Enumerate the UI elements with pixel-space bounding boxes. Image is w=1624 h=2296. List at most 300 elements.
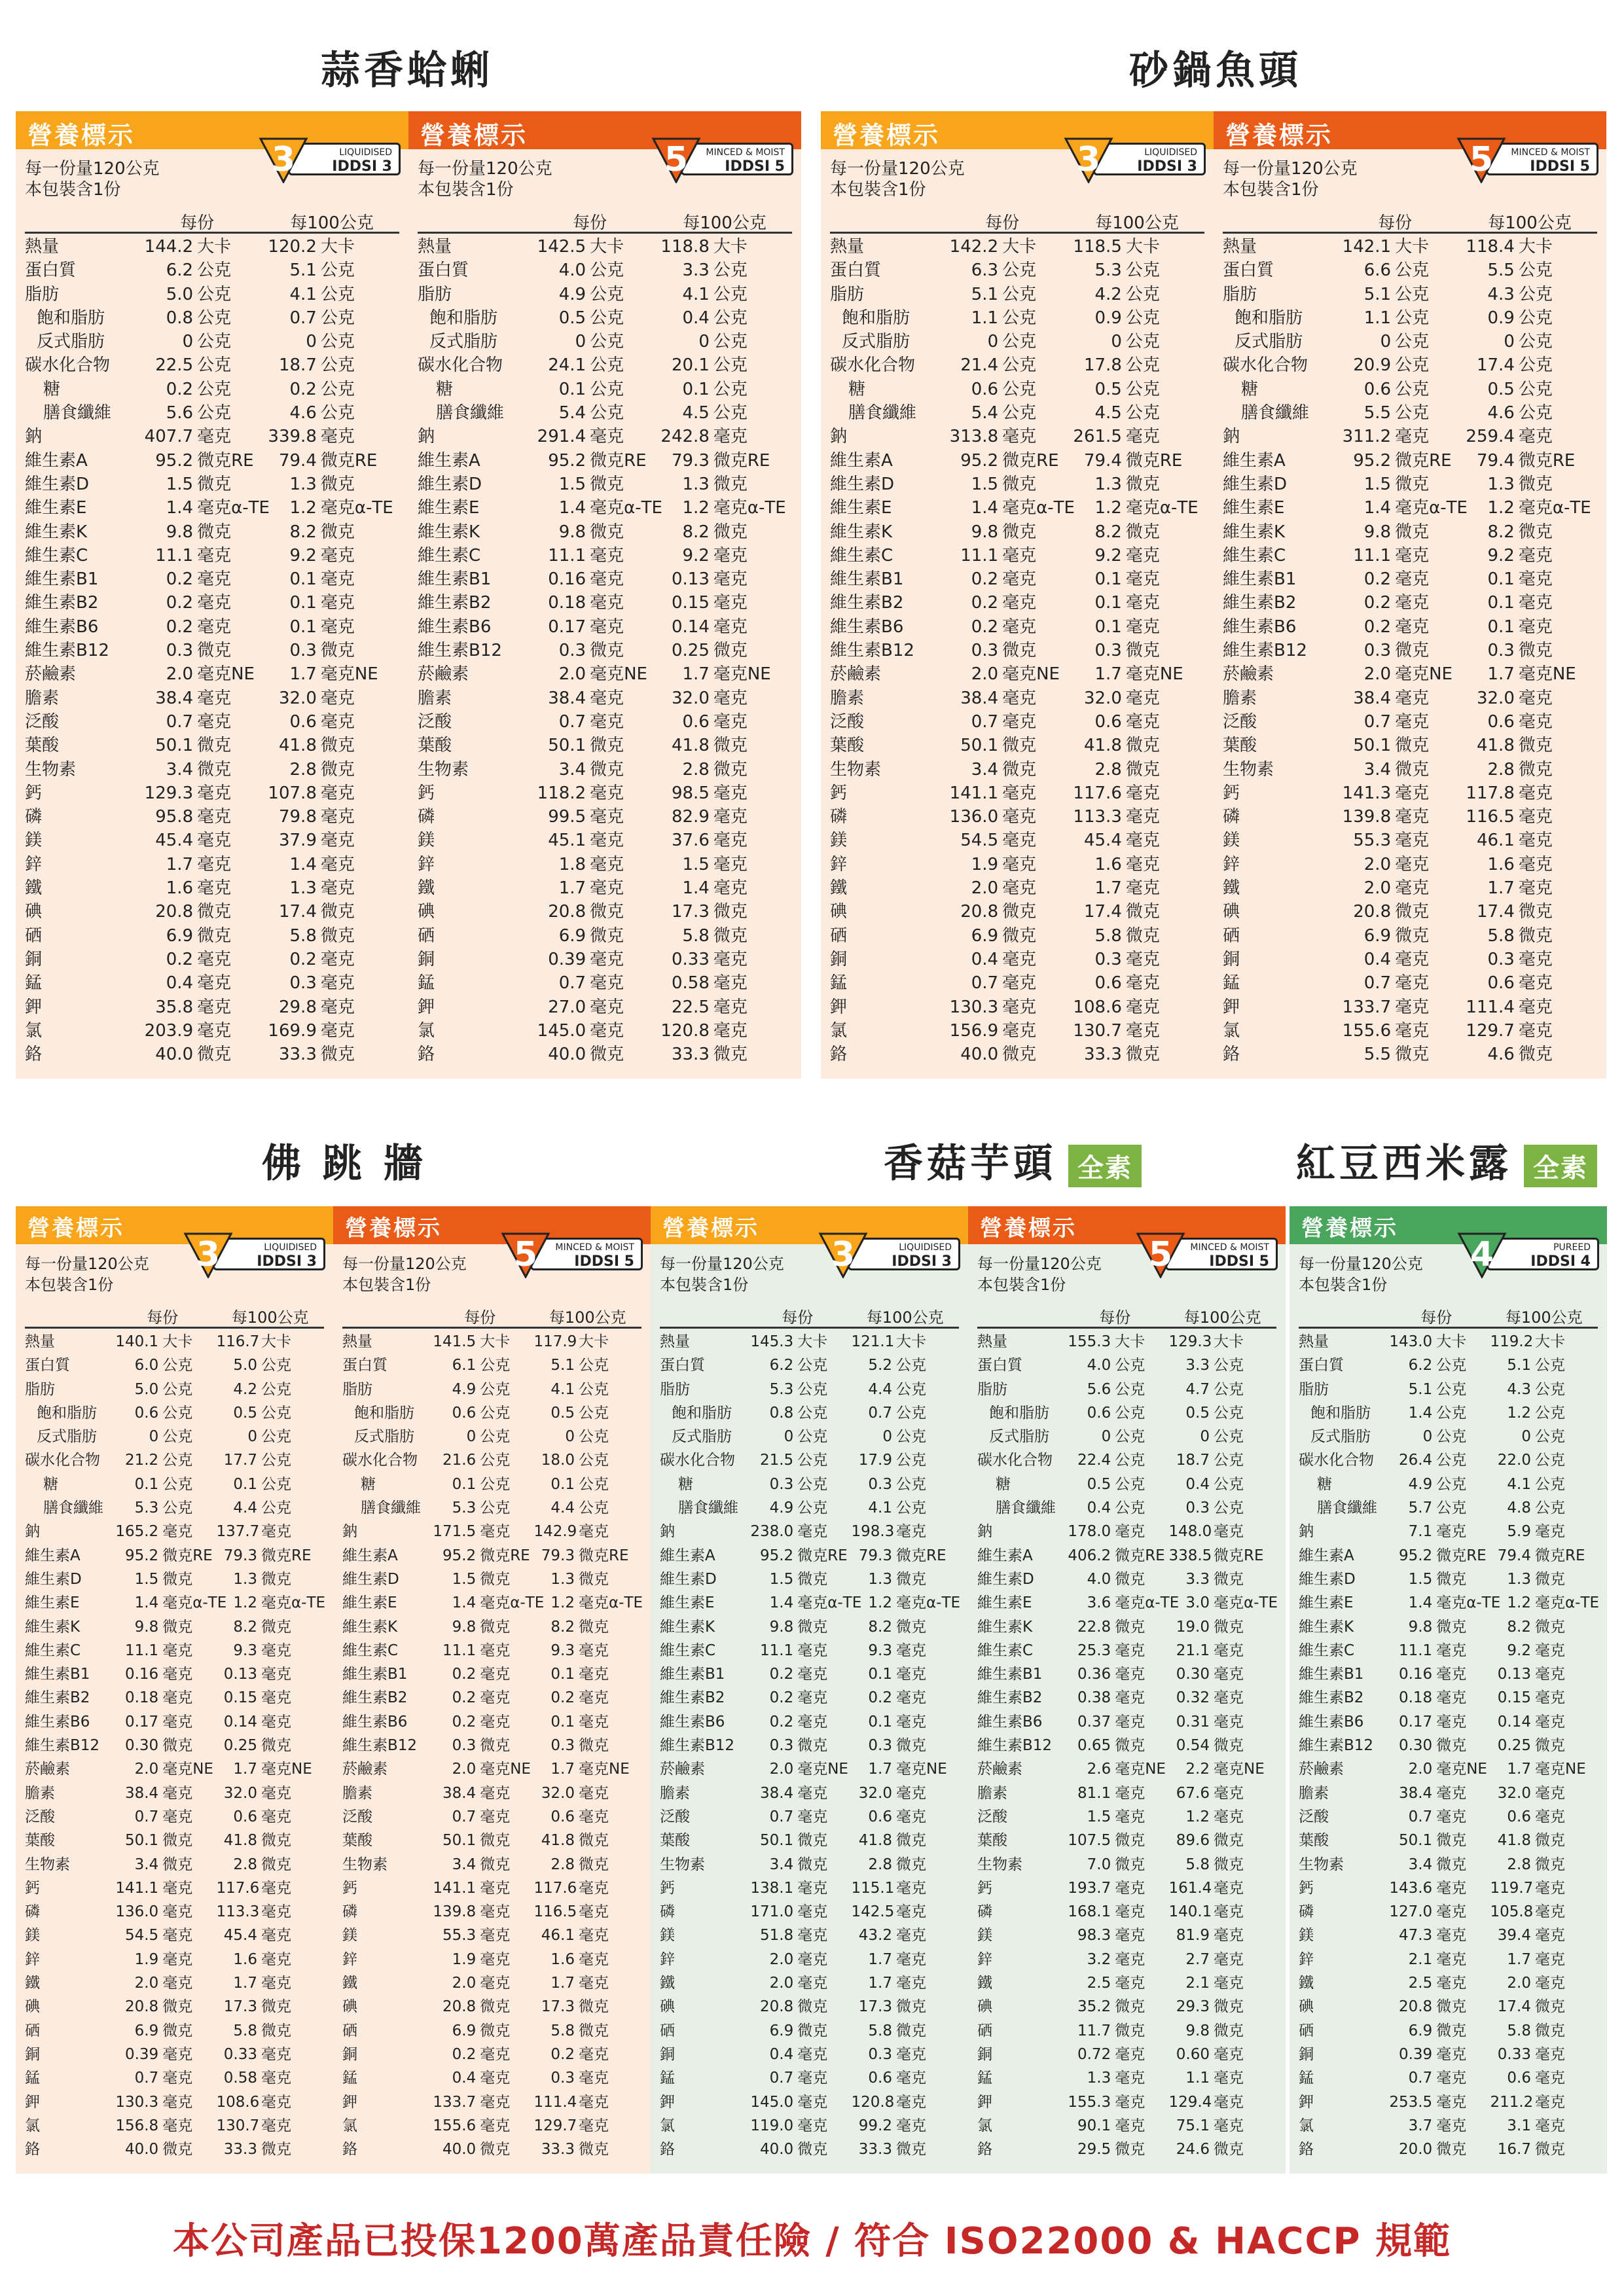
- unit-per-serving: 毫克: [797, 1641, 828, 1659]
- value-per-serving: 3.7: [1408, 2117, 1433, 2134]
- nutrient-name: 糖: [996, 1475, 1011, 1493]
- unit-per-serving: 微克RE: [197, 450, 254, 471]
- unit-per-serving: 微克: [197, 736, 232, 756]
- value-per-serving: 95.2: [759, 1547, 794, 1564]
- value-per-100g: 2.8: [682, 759, 710, 780]
- value-per-serving: 45.1: [548, 831, 586, 851]
- nutrient-row: [1299, 2043, 1598, 2066]
- nutrient-name: 維生素K: [977, 1618, 1033, 1636]
- col-blank: [1223, 209, 1327, 230]
- unit-per-100g: 微克: [320, 474, 355, 494]
- value-per-100g: 1.2: [289, 498, 317, 518]
- value-per-100g: 79.3: [858, 1547, 892, 1564]
- value-per-serving: 6.9: [166, 925, 194, 946]
- value-per-100g: 79.4: [1497, 1547, 1531, 1564]
- unit-per-100g: 公克: [713, 284, 748, 304]
- value-per-100g: 2.8: [233, 1856, 257, 1873]
- nutrient-name: 糖: [1241, 379, 1259, 399]
- unit-per-serving: 大卡: [480, 1333, 511, 1350]
- iddsi-level: IDDSI 3: [332, 158, 392, 175]
- nutrient-name: 維生素B6: [418, 617, 492, 637]
- unit-per-serving: 微克RE: [162, 1547, 213, 1564]
- nutrient-name: 維生素D: [1299, 1570, 1356, 1588]
- nutrient-name: 膳食纖維: [848, 403, 917, 423]
- unit-per-100g: 毫克: [713, 1020, 748, 1041]
- value-per-100g: 118.5: [1073, 237, 1122, 257]
- unit-per-serving: 毫克: [590, 831, 624, 851]
- nutrient-name: 膳食纖維: [1241, 403, 1310, 423]
- unit-per-serving: 微克RE: [1002, 450, 1059, 471]
- col-per-100g: 每100公克: [1183, 1308, 1261, 1327]
- unit-per-100g: 毫克: [713, 545, 748, 565]
- value-per-100g: 0.54: [1176, 1737, 1210, 1755]
- iddsi-level: IDDSI 4: [1530, 1253, 1591, 1270]
- value-per-100g: 2.8: [1487, 759, 1515, 780]
- value-per-serving: 130.3: [949, 997, 999, 1017]
- nutrient-row: [660, 1734, 959, 1757]
- unit-per-serving: 毫克: [590, 1020, 624, 1041]
- unit-per-serving: 毫克: [1115, 1975, 1146, 1992]
- value-per-serving: 20.8: [1353, 902, 1392, 922]
- unit-per-100g: 微克: [261, 1570, 291, 1588]
- unit-per-100g: 毫克: [1125, 427, 1160, 447]
- nutrient-name: 菸鹼素: [1299, 1761, 1344, 1778]
- value-per-serving: 2.0: [1408, 1761, 1433, 1778]
- unit-per-serving: 毫克: [480, 1879, 511, 1897]
- value-per-100g: 117.6: [1073, 783, 1122, 803]
- nutrient-name: 鋅: [342, 1950, 357, 1968]
- nutrient-name: 飽和脂肪: [429, 308, 498, 328]
- unit-per-serving: 毫克: [480, 1975, 511, 1992]
- nutrient-name: 鉻: [25, 2141, 40, 2159]
- unit-per-serving: 微克: [797, 1856, 828, 1873]
- unit-per-100g: 微克RE: [1518, 450, 1576, 471]
- iddsi-desc: MINCED & MOIST: [706, 147, 785, 158]
- value-per-100g: 33.3: [1083, 1045, 1122, 1065]
- unit-per-100g: 大卡: [1125, 237, 1160, 257]
- value-per-serving: 2.6: [1087, 1761, 1111, 1778]
- value-per-serving: 35.2: [1077, 1998, 1111, 2016]
- nutrient-name: 碳水化合物: [660, 1452, 735, 1469]
- nutrient-row: [418, 449, 792, 473]
- nutrient-row: [660, 1591, 959, 1615]
- nutrition-panel: [1290, 1206, 1607, 2174]
- unit-per-serving: 公克: [162, 1404, 193, 1422]
- nutrient-row: [25, 283, 399, 306]
- nutrient-name: 菸鹼素: [342, 1761, 388, 1778]
- nutrition-panel: [16, 1206, 333, 2174]
- value-per-100g: 1.3: [868, 1570, 892, 1588]
- unit-per-100g: 公克: [1518, 379, 1553, 399]
- unit-per-serving: 毫克: [1436, 1975, 1467, 1992]
- value-per-serving: 0.2: [769, 1689, 794, 1707]
- nutrient-row: [342, 1782, 641, 1805]
- unit-per-serving: 毫克: [162, 1689, 193, 1707]
- unit-per-100g: 毫克: [1518, 711, 1553, 732]
- nutrient-row: [1299, 1995, 1598, 2018]
- nutrient-row: [25, 353, 399, 377]
- value-per-serving: 25.3: [1077, 1641, 1111, 1659]
- nutrient-row: [660, 1378, 959, 1401]
- value-per-serving: 0.6: [1087, 1404, 1111, 1422]
- nutrient-name: 鋅: [25, 854, 43, 874]
- unit-per-serving: 公克: [1395, 260, 1430, 281]
- value-per-serving: 38.4: [548, 688, 586, 708]
- unit-per-serving: 毫克α-TE: [480, 1594, 545, 1612]
- product-title-p2: 砂鍋魚頭: [1129, 48, 1302, 94]
- unit-per-serving: 毫克: [480, 1784, 511, 1802]
- nutrient-name: 維生素B2: [342, 1689, 408, 1707]
- value-per-100g: 3.3: [1185, 1357, 1210, 1374]
- unit-per-serving: 毫克: [1436, 1523, 1467, 1541]
- iddsi-level: IDDSI 5: [574, 1253, 634, 1270]
- unit-per-serving: 公克: [197, 403, 232, 423]
- unit-per-100g: 毫克: [1214, 2093, 1244, 2111]
- value-per-100g: 0.58: [671, 973, 710, 994]
- iddsi-number-icon: [183, 1232, 234, 1278]
- value-per-100g: 5.5: [1487, 260, 1515, 281]
- nutrient-name: 錳: [1223, 973, 1240, 994]
- value-per-serving: 0.4: [166, 973, 194, 994]
- value-per-100g: 9.2: [682, 545, 710, 565]
- col-per-100g: 每100公克: [290, 213, 374, 233]
- unit-per-100g: 毫克: [1125, 807, 1160, 827]
- value-per-serving: 141.1: [115, 1879, 159, 1897]
- nutrient-row: [25, 401, 399, 425]
- nutrient-name: 維生素B1: [25, 569, 99, 590]
- value-per-serving: 20.8: [1398, 1998, 1433, 2016]
- value-per-serving: 7.1: [1408, 1523, 1433, 1541]
- unit-per-serving: 毫克: [590, 545, 624, 565]
- unit-per-serving: 毫克: [797, 1713, 828, 1731]
- nutrient-row: [1223, 853, 1597, 876]
- value-per-serving: 95.2: [960, 450, 999, 471]
- nutrient-name: 脂肪: [1299, 1380, 1329, 1398]
- panel-header-label: 營養標示: [1301, 1215, 1398, 1242]
- unit-per-serving: 公克: [480, 1475, 511, 1493]
- value-per-100g: 89.6: [1176, 1832, 1210, 1850]
- value-per-serving: 0.6: [134, 1404, 159, 1422]
- nutrient-name: 維生素K: [1223, 522, 1286, 542]
- value-per-100g: 137.7: [216, 1523, 260, 1541]
- value-per-serving: 0.1: [558, 379, 586, 399]
- value-per-serving: 3.4: [971, 759, 999, 780]
- nutrient-row: [1223, 544, 1597, 567]
- value-per-serving: 1.5: [971, 474, 999, 494]
- nutrient-name: 硒: [25, 2022, 40, 2039]
- value-per-serving: 0.7: [1408, 2070, 1433, 2087]
- nutrient-row: [25, 1496, 324, 1520]
- unit-per-100g: 毫克: [1214, 1903, 1244, 1921]
- column-header: [1223, 209, 1597, 234]
- unit-per-serving: 公克: [1002, 332, 1037, 352]
- unit-per-serving: 毫克: [1002, 807, 1037, 827]
- nutrient-name: 膽素: [830, 688, 865, 708]
- pack-count: 本包裝含1份: [830, 180, 926, 200]
- value-per-serving: 7.0: [1087, 1856, 1111, 1873]
- nutrient-row: [418, 615, 792, 639]
- value-per-100g: 0: [1111, 332, 1122, 352]
- unit-per-serving: 毫克: [162, 1641, 193, 1659]
- unit-per-100g: 公克: [896, 1475, 926, 1493]
- nutrient-row: [830, 449, 1204, 473]
- unit-per-100g: 公克: [1214, 1475, 1244, 1493]
- unit-per-serving: 毫克: [797, 1523, 828, 1541]
- pack-count: 本包裝含1份: [1299, 1276, 1388, 1294]
- serving-size: 每一份量120公克: [25, 159, 160, 179]
- value-per-serving: 20.8: [155, 902, 194, 922]
- unit-per-serving: 毫克: [480, 1523, 511, 1541]
- unit-per-serving: 微克: [590, 1045, 624, 1065]
- value-per-serving: 0.7: [558, 711, 586, 732]
- nutrient-row: [830, 781, 1204, 805]
- nutrient-name: 維生素B12: [342, 1737, 418, 1755]
- value-per-serving: 1.4: [769, 1594, 794, 1612]
- panel-header-label: 營養標示: [420, 121, 528, 150]
- unit-per-100g: 毫克: [261, 1975, 291, 1992]
- unit-per-serving: 公克: [1436, 1428, 1467, 1446]
- unit-per-100g: 微克: [896, 1618, 926, 1636]
- nutrient-name: 熱量: [977, 1333, 1007, 1350]
- col-per-serving: 每份: [147, 1308, 179, 1327]
- nutrient-name: 碘: [1223, 902, 1240, 922]
- unit-per-serving: 微克: [162, 1737, 193, 1755]
- value-per-serving: 2.0: [769, 1950, 794, 1968]
- unit-per-serving: 毫克: [1395, 854, 1430, 874]
- nutrient-name: 鈣: [977, 1879, 992, 1897]
- unit-per-100g: 公克: [1535, 1380, 1565, 1398]
- value-per-serving: 0.16: [548, 569, 586, 590]
- nutrient-name: 維生素B6: [1299, 1713, 1364, 1731]
- value-per-serving: 253.5: [1389, 2093, 1433, 2111]
- unit-per-100g: 毫克: [320, 878, 355, 899]
- value-per-100g: 1.7: [233, 1761, 257, 1778]
- nutrient-name: 鋅: [418, 854, 435, 874]
- nutrient-row: [830, 1019, 1204, 1043]
- unit-per-100g: 毫克: [320, 593, 355, 613]
- unit-per-serving: 毫克: [197, 949, 232, 969]
- unit-per-serving: 毫克: [1395, 688, 1430, 708]
- group-p4: [651, 1206, 1286, 2174]
- unit-per-100g: 公克: [1518, 403, 1553, 423]
- nutrient-name: 鈉: [1223, 427, 1240, 447]
- value-per-100g: 1.6: [1487, 854, 1515, 874]
- unit-per-100g: 公克: [1214, 1452, 1244, 1469]
- nutrient-name: 鉀: [977, 2093, 992, 2111]
- unit-per-100g: 毫克: [896, 2045, 926, 2063]
- unit-per-100g: 微克: [579, 1832, 609, 1850]
- value-per-100g: 0.14: [1497, 1713, 1531, 1731]
- nutrient-name: 銅: [25, 949, 43, 969]
- value-per-serving: 20.9: [1353, 355, 1392, 376]
- nutrient-row: [342, 1473, 641, 1496]
- value-per-100g: 1.7: [1094, 664, 1122, 685]
- nutrient-row: [418, 996, 792, 1019]
- nutrient-row: [830, 378, 1204, 401]
- nutrient-row: [342, 2043, 641, 2066]
- unit-per-serving: 公克: [480, 1357, 511, 1374]
- value-per-100g: 339.8: [268, 427, 317, 447]
- unit-per-100g: 微克: [713, 925, 748, 946]
- value-per-100g: 108.6: [1073, 997, 1122, 1017]
- unit-per-100g: 大卡: [1535, 1333, 1565, 1350]
- nutrient-name: 鈣: [660, 1879, 675, 1897]
- nutrient-row: [25, 687, 399, 710]
- value-per-serving: 193.7: [1068, 1879, 1111, 1897]
- unit-per-100g: 毫克: [1535, 1903, 1565, 1921]
- unit-per-serving: 毫克: [1002, 593, 1037, 613]
- nutrient-name: 鎂: [25, 1927, 40, 1945]
- unit-per-serving: 毫克: [797, 1927, 828, 1945]
- iddsi-number-icon: [818, 1232, 869, 1278]
- value-per-serving: 3.4: [1408, 1856, 1433, 1873]
- vegan-badge: 全素: [1068, 1145, 1142, 1187]
- value-per-100g: 1.6: [1094, 854, 1122, 874]
- value-per-serving: 0.18: [1398, 1689, 1433, 1707]
- unit-per-serving: 微克: [1395, 641, 1430, 661]
- nutrient-row: [418, 853, 792, 876]
- unit-per-100g: 毫克: [1535, 1713, 1565, 1731]
- unit-per-serving: 毫克: [1395, 783, 1430, 803]
- value-per-serving: 0.2: [1363, 617, 1392, 637]
- nutrient-name: 鉀: [25, 997, 43, 1017]
- unit-per-serving: 微克: [480, 2022, 511, 2039]
- value-per-serving: 136.0: [115, 1903, 159, 1921]
- value-per-serving: 55.3: [1353, 831, 1392, 851]
- nutrient-row: [1223, 1043, 1597, 1066]
- unit-per-100g: 毫克: [1214, 1975, 1244, 1992]
- value-per-serving: 0.7: [971, 973, 999, 994]
- unit-per-serving: 微克: [162, 1832, 193, 1850]
- unit-per-100g: 公克: [261, 1357, 291, 1374]
- unit-per-100g: 毫克: [320, 569, 355, 590]
- unit-per-serving: 微克: [1115, 2141, 1146, 2159]
- unit-per-100g: 毫克: [1214, 2070, 1244, 2087]
- iddsi-number-icon: [1456, 1232, 1507, 1278]
- value-per-serving: 107.5: [1068, 1832, 1111, 1850]
- nutrient-row: [25, 330, 399, 353]
- value-per-100g: 0.2: [550, 2045, 575, 2063]
- value-per-100g: 0.3: [550, 1737, 575, 1755]
- nutrient-name: 生物素: [342, 1856, 388, 1873]
- nutrient-row: [1223, 330, 1597, 353]
- value-per-100g: 0.6: [1094, 711, 1122, 732]
- value-per-100g: 8.2: [233, 1618, 257, 1636]
- nutrient-row: [25, 591, 399, 615]
- value-per-100g: 130.7: [1073, 1020, 1122, 1041]
- value-per-serving: 0.6: [452, 1404, 477, 1422]
- value-per-100g: 1.2: [1094, 498, 1122, 518]
- unit-per-100g: 微克: [1518, 474, 1553, 494]
- value-per-100g: 17.3: [671, 902, 710, 922]
- value-per-100g: 17.9: [858, 1452, 892, 1469]
- unit-per-100g: 毫克: [1518, 617, 1553, 637]
- nutrient-row: [660, 1354, 959, 1377]
- unit-per-100g: 微克: [896, 2141, 926, 2159]
- nutrient-row: [342, 1853, 641, 1876]
- value-per-100g: 43.2: [858, 1927, 892, 1945]
- value-per-100g: 0.1: [1487, 617, 1515, 637]
- nutrient-name: 鉻: [830, 1045, 848, 1065]
- unit-per-100g: 微克: [1518, 522, 1553, 542]
- unit-per-serving: 微克: [1115, 2022, 1146, 2039]
- value-per-serving: 1.5: [1087, 1808, 1111, 1825]
- unit-per-100g: 毫克: [1518, 949, 1553, 969]
- unit-per-serving: 微克RE: [1436, 1547, 1487, 1564]
- value-per-serving: 40.0: [442, 2141, 477, 2159]
- unit-per-100g: 毫克: [1214, 1950, 1244, 1968]
- nutrient-row: [342, 1330, 641, 1354]
- unit-per-100g: 毫克: [320, 973, 355, 994]
- nutrient-name: 硒: [418, 925, 435, 946]
- unit-per-100g: 微克: [1518, 1045, 1553, 1065]
- unit-per-100g: 公克: [1535, 1428, 1565, 1446]
- unit-per-serving: 微克: [1115, 1856, 1146, 1873]
- nutrient-row: [25, 1473, 324, 1496]
- value-per-100g: 22.0: [1497, 1452, 1531, 1469]
- nutrient-row: [418, 710, 792, 734]
- value-per-100g: 0.3: [1487, 641, 1515, 661]
- pack-count: 本包裝含1份: [418, 180, 514, 200]
- value-per-serving: 5.1: [1408, 1380, 1433, 1398]
- unit-per-serving: 毫克: [162, 1666, 193, 1683]
- value-per-100g: 32.0: [671, 688, 710, 708]
- nutrient-name: 硒: [1299, 2022, 1314, 2039]
- value-per-100g: 46.1: [1476, 831, 1515, 851]
- value-per-serving: 26.4: [1398, 1452, 1433, 1469]
- nutrient-row: [342, 2090, 641, 2114]
- nutrient-name: 磷: [1223, 807, 1240, 827]
- value-per-100g: 0.6: [550, 1808, 575, 1825]
- value-per-100g: 0.58: [223, 2070, 257, 2087]
- value-per-serving: 11.1: [960, 545, 999, 565]
- value-per-100g: 79.3: [541, 1547, 575, 1564]
- nutrient-name: 鐵: [977, 1975, 992, 1992]
- nutrient-name: 蛋白質: [977, 1357, 1022, 1374]
- nutrient-row: [660, 1639, 959, 1662]
- nutrient-row: [830, 758, 1204, 781]
- unit-per-serving: 毫克: [1002, 569, 1037, 590]
- unit-per-100g: 毫克: [896, 1689, 926, 1707]
- nutrient-row: [1299, 1876, 1598, 1900]
- unit-per-100g: 毫克: [320, 711, 355, 732]
- unit-per-serving: 微克: [590, 759, 624, 780]
- nutrient-row: [977, 1829, 1276, 1852]
- unit-per-serving: 毫克: [1436, 1641, 1467, 1659]
- unit-per-100g: 毫克α-TE: [1125, 498, 1199, 518]
- unit-per-serving: 微克: [480, 2141, 511, 2159]
- nutrient-name: 錳: [1299, 2070, 1314, 2087]
- nutrient-name: 鎂: [1223, 831, 1240, 851]
- unit-per-serving: 毫克α-TE: [197, 498, 270, 518]
- col-per-100g: 每100公克: [1488, 213, 1572, 233]
- unit-per-100g: 微克RE: [261, 1547, 312, 1564]
- nutrient-name: 維生素C: [25, 545, 88, 565]
- value-per-serving: 1.6: [166, 878, 194, 899]
- unit-per-100g: 毫克: [320, 854, 355, 874]
- value-per-serving: 155.6: [433, 2117, 477, 2134]
- value-per-serving: 140.1: [115, 1333, 159, 1350]
- nutrient-name: 維生素E: [660, 1594, 715, 1612]
- column-header: [25, 1304, 324, 1329]
- unit-per-100g: 毫克: [713, 688, 748, 708]
- col-blank: [418, 209, 522, 230]
- nutrient-row: [1223, 734, 1597, 757]
- value-per-serving: 0.30: [1398, 1737, 1433, 1755]
- pack-count: 本包裝含1份: [342, 1276, 431, 1294]
- nutrient-row: [418, 662, 792, 686]
- value-per-100g: 32.0: [223, 1784, 257, 1802]
